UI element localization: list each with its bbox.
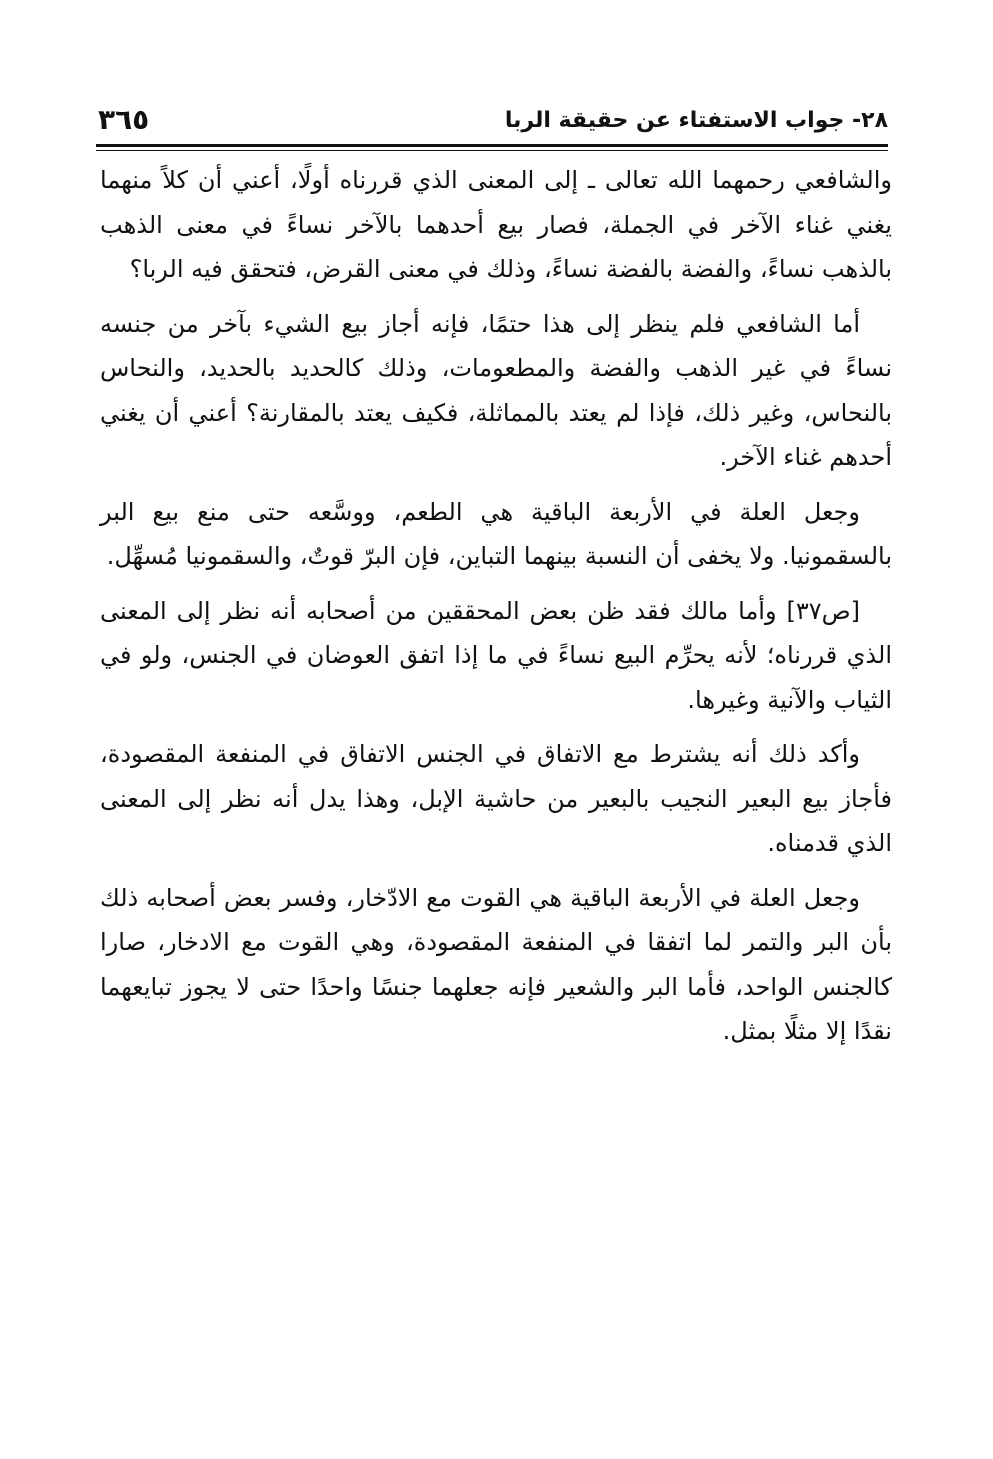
paragraph-2: أما الشافعي فلم ينظر إلى هذا حتمًا، فإنه أجاز بيع الشيء بآخر من جنسه نساءً في غير الذهب والفضة والمطعومات، وذلك كالحديد بالحديد، والنحاس بالنحاس، وغير ذلك، فإذا لم يعتد بالمماثلة، فكيف يعتد بالمقارنة؟ أعني أن يغني أحدهم غناء الآخر. (100, 309, 892, 471)
paragraph-6: وجعل العلة في الأربعة الباقية هي القوت مع الادّخار، وفسر بعض أصحابه ذلك بأن البر والتمر لما اتفقا في المنفعة المقصودة، وهي القوت مع الادخار، صارا كالجنس الواحد، فأما البر والشعير فإنه جعلهما جنسًا واحدًا حتى لا يجوز تبايعهما نقدًا إلا مثلًا بمثل. (100, 883, 892, 1045)
header-rule-thick (96, 144, 888, 147)
paragraph-3: وجعل العلة في الأربعة الباقية هي الطعم، ووسَّعه حتى منع بيع البر بالسقمونيا. ولا يخفى أن النسبة بينهما التباين، فإن البرّ قوتٌ، والسقمونيا مُسهِّل. (100, 497, 892, 570)
header-rule-thin (96, 150, 888, 151)
running-header (96, 104, 888, 144)
paragraph-1: والشافعي رحمهما الله تعالى ـ إلى المعنى الذي قررناه أولًا، أعني أن كلاً منهما يغني غناء الآخر في الجملة، فصار بيع أحدهما بالآخر نساءً في معنى الذهب بالذهب نساءً، والفضة بالفضة نساءً، وذلك في معنى القرض، فتحقق فيه الربا؟ (100, 166, 892, 283)
paragraph-4: [ص٣٧] وأما مالك فقد ظن بعض المحققين من أصحابه أنه نظر إلى المعنى الذي قررناه؛ لأنه يحرِّم البيع نساءً في ما إذا اتفق العوضان في الجنس، ولو في الثياب والآنية وغيرها. (100, 596, 892, 714)
paragraph-5: وأكد ذلك أنه يشترط مع الاتفاق في الجنس الاتفاق في المنفعة المقصودة، فأجاز بيع البعير النجيب بالبعير من حاشية الإبل، وهذا يدل أنه نظر إلى المعنى الذي قدمناه. (100, 740, 892, 857)
body-text (100, 158, 892, 1064)
chapter-title: ٢٨- جواب الاستفتاء عن حقيقة الربا (504, 108, 888, 133)
page-number: ٣٦٥ (98, 103, 150, 136)
